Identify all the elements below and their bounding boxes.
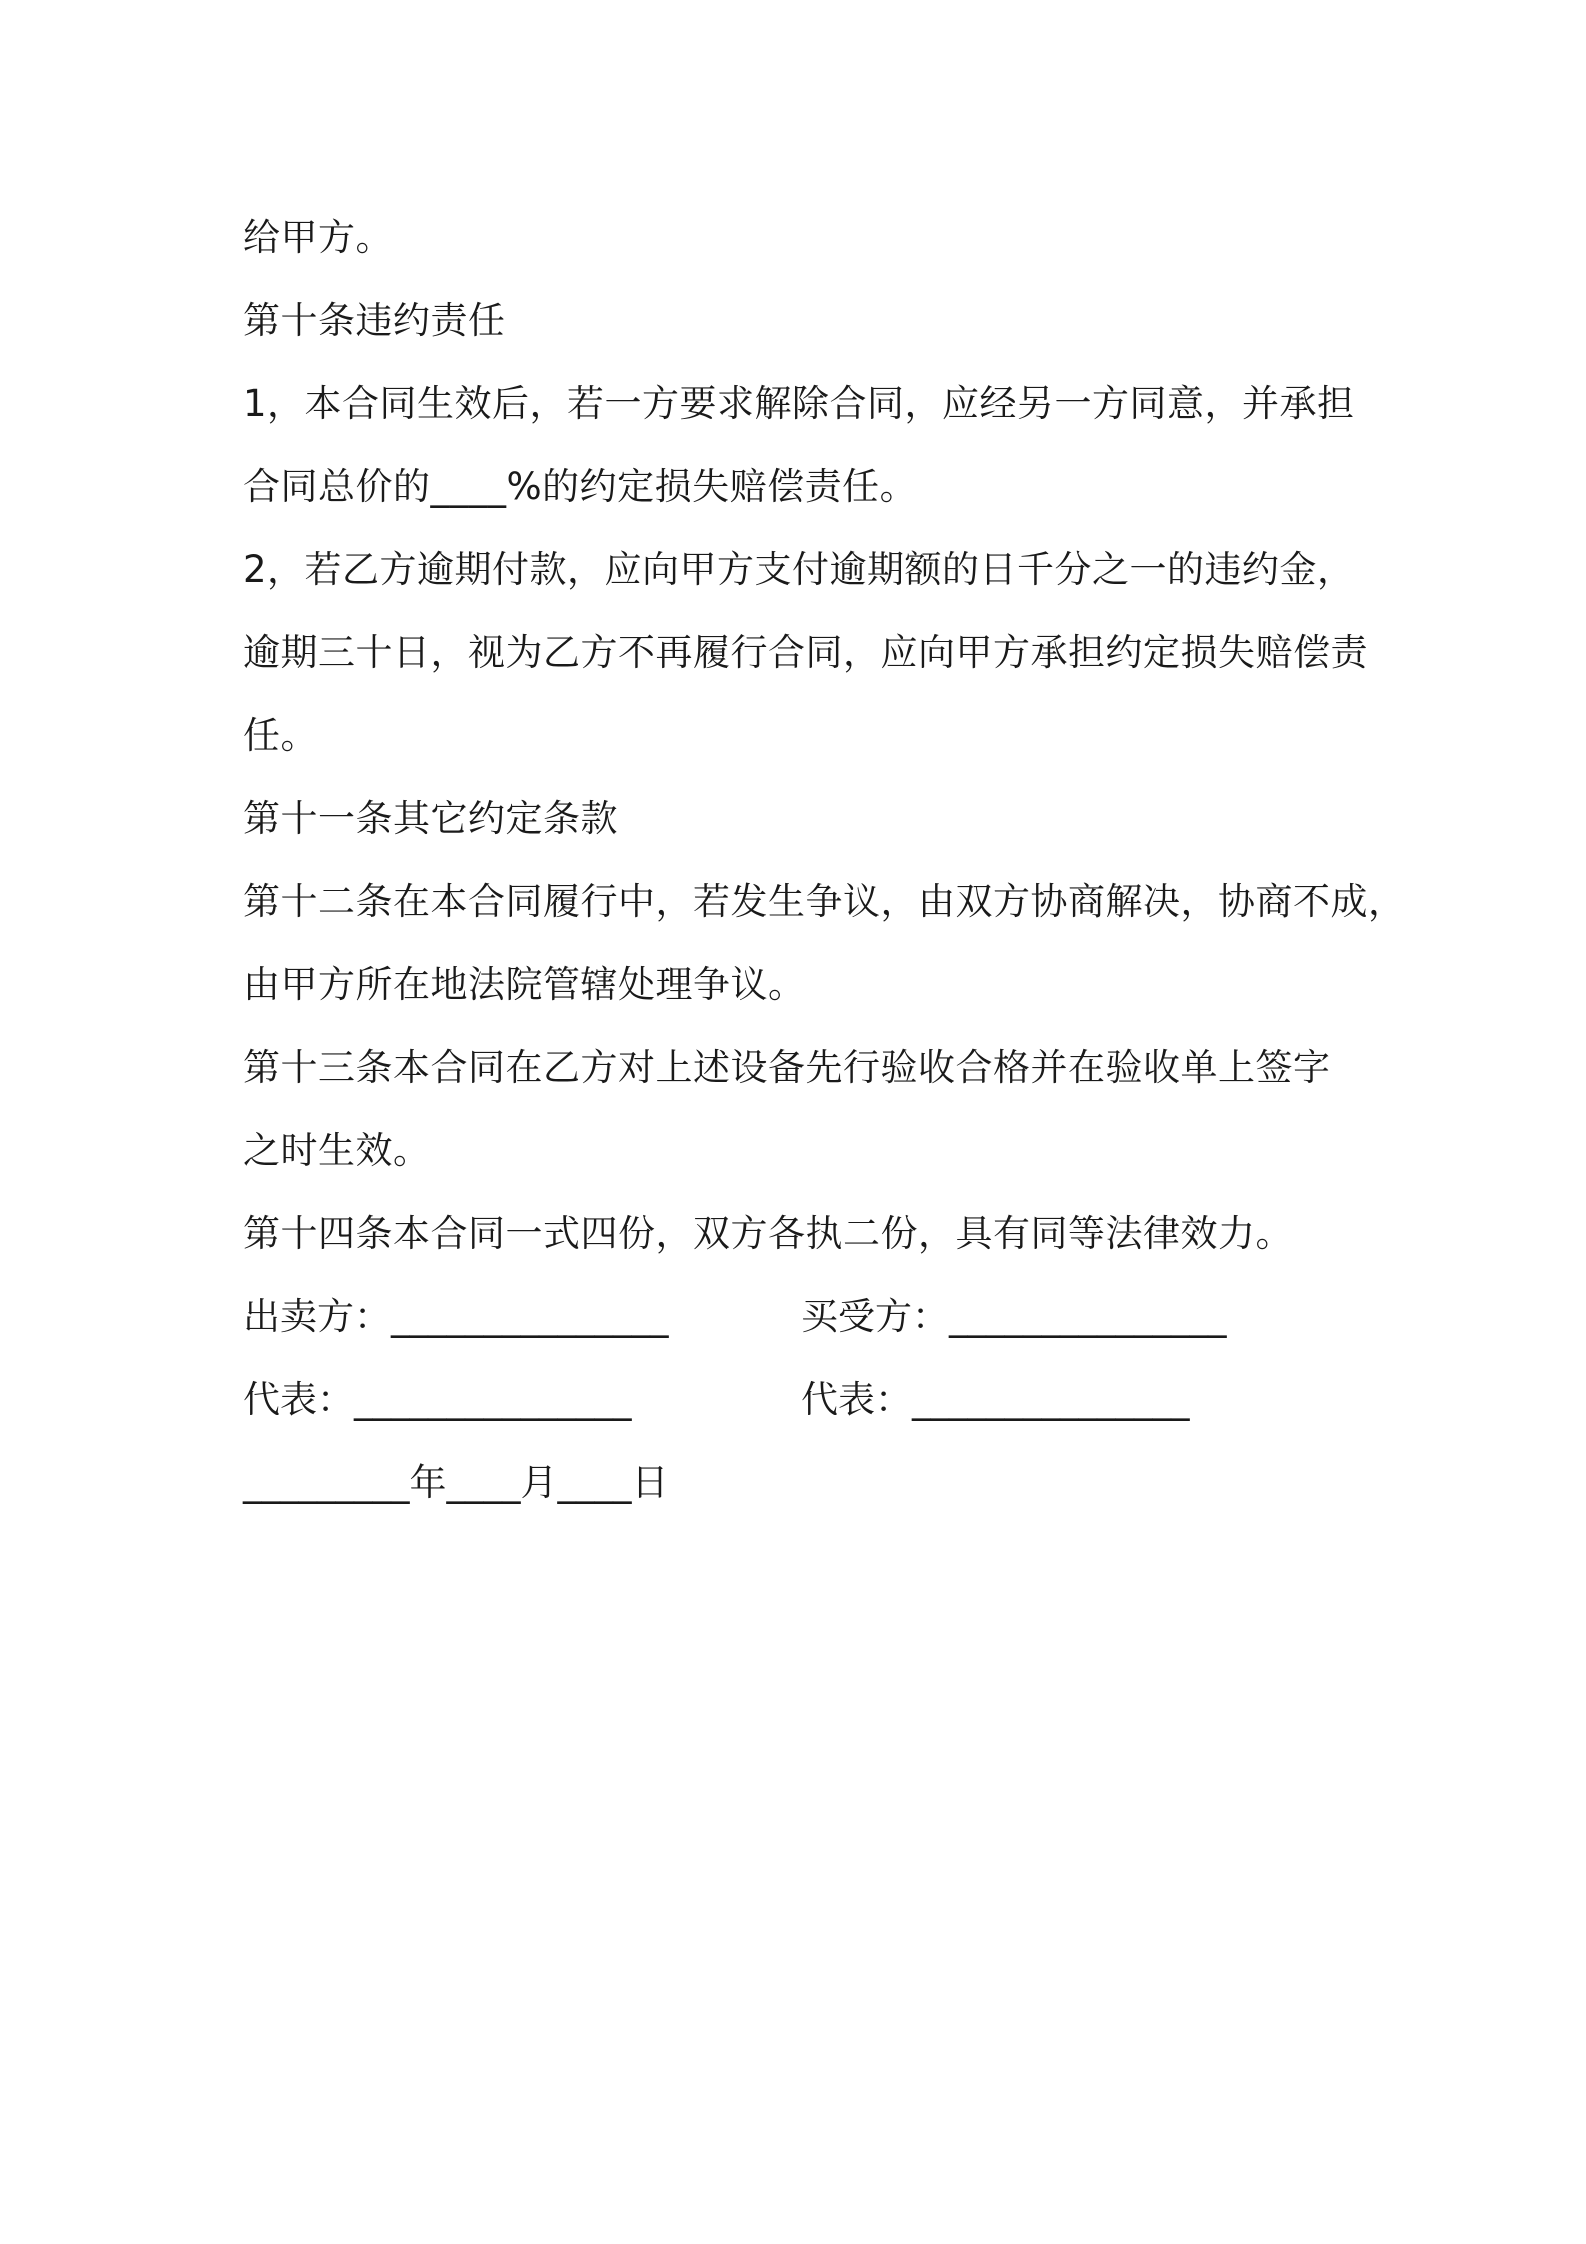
paragraph-line: 逾期三十日，视为乙方不再履行合同，应向甲方承担约定损失赔偿责 [243, 631, 1368, 674]
paragraph-line: 1，本合同生效后，若一方要求解除合同，应经另一方同意，并承担 [243, 382, 1355, 425]
article-11-heading: 第十一条其它约定条款 [243, 797, 618, 840]
buyer-signature-field: 买受方：_______________ [801, 1295, 1227, 1338]
paragraph-line: 合同总价的____%的约定损失赔偿责任。 [243, 465, 918, 508]
signature-row-parties [243, 1275, 1363, 1358]
paragraph-line: 由甲方所在地法院管辖处理争议。 [243, 963, 806, 1006]
date-field: _________年____月____日 [243, 1461, 669, 1504]
paragraph-line: 给甲方。 [243, 216, 393, 259]
seller-signature-field: 出卖方：_______________ [243, 1295, 669, 1338]
paragraph-line: 任。 [243, 714, 318, 757]
article-14-text: 第十四条本合同一式四份，双方各执二份，具有同等法律效力。 [243, 1212, 1293, 1255]
paragraph-line: 之时生效。 [243, 1129, 431, 1172]
buyer-representative-field: 代表：_______________ [801, 1378, 1190, 1421]
signature-row-representatives [243, 1358, 1363, 1441]
date-row [243, 1441, 1363, 1524]
article-13-text: 第十三条本合同在乙方对上述设备先行验收合格并在验收单上签字 [243, 1046, 1331, 1089]
article-10-heading: 第十条违约责任 [243, 299, 506, 342]
document-body [243, 196, 1406, 1524]
seller-representative-field: 代表：_______________ [243, 1378, 632, 1421]
paragraph-line: 2，若乙方逾期付款，应向甲方支付逾期额的日千分之一的违约金， [243, 548, 1355, 591]
article-12-text: 第十二条在本合同履行中，若发生争议，由双方协商解决，协商不成， [243, 880, 1406, 923]
